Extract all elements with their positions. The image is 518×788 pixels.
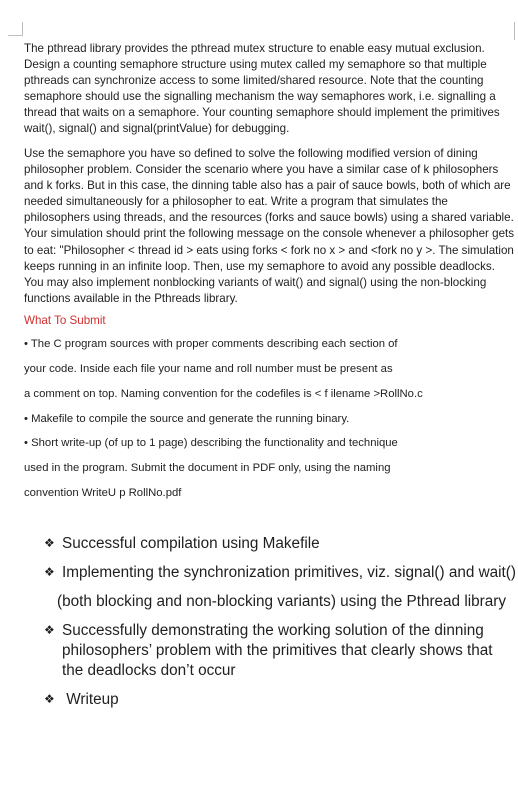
- submit-line: convention WriteU p RollNo.pdf: [24, 487, 182, 499]
- submit-heading: What To Submit: [24, 314, 106, 327]
- criteria-text: Successfully demonstrating the working solution of the dinning: [62, 622, 484, 639]
- criteria-text-continued: the deadlocks don’t occur: [62, 662, 236, 679]
- submit-line: a comment on top. Naming convention for the codefiles is < f ilename >RollNo.c: [24, 388, 423, 400]
- submit-line: • Makefile to compile the source and generate the running binary.: [24, 413, 350, 425]
- page-corner-mark: [8, 35, 22, 36]
- criteria-text: Successful compilation using Makefile: [62, 535, 320, 552]
- diamond-bullet-icon: ❖: [44, 692, 55, 706]
- criteria-item: [44, 535, 320, 553]
- criteria-item: [44, 564, 516, 582]
- diamond-bullet-icon: ❖: [44, 623, 55, 637]
- criteria-item: [44, 622, 484, 640]
- submit-line: your code. Inside each file your name and roll number must be present as: [24, 363, 393, 375]
- criteria-text: Writeup: [62, 691, 119, 708]
- problem-paragraph: Use the semaphore you have so defined to solve the following modified version of dining philosopher problem. Consider the scenario where you have a similar case of k philosophers and k forks. But in this case, the dinning table also has a pair of sauce bowls, both of which are needed simultaneously for a philosopher to eat. Write a program that simulates the philosophers using threads, and the resources (forks and sauce bowls) using a shared variable. Your simulation should print the following message on the console whenever a philosopher gets to eat: "Philosopher < thread id > eats using forks < fork no x > and <fork no y >. The simulation keeps running in an infinite loop. Then, use my semaphore to avoid any possible deadlocks. You may also implement nonblocking variants of wait() and signal() using the non-blocking functions available in the Pthreads library.: [24, 147, 515, 305]
- criteria-item: [44, 691, 119, 709]
- submit-line: • Short write-up (of up to 1 page) describing the functionality and technique: [24, 437, 398, 449]
- page-corner-mark: [22, 22, 23, 36]
- submit-line: used in the program. Submit the document in PDF only, using the naming: [24, 462, 391, 474]
- intro-paragraph: The pthread library provides the pthread mutex structure to enable easy mutual exclusion. Design a counting semaphore structure using mutex called my semaphore so that multiple pthreads can synchronize access to some limited/shared resource. Note that the counting semaphore should use the signalling mechanism the way semaphores work, i.e. signalling a thread that waits on a semaphore. Your counting semaphore should implement the primitives wait(), signal() and signal(printValue) for debugging.: [24, 42, 500, 136]
- criteria-text-continued: (both blocking and non-blocking variants) using the Pthread library: [57, 593, 506, 610]
- criteria-text: Implementing the synchronization primitives, viz. signal() and wait(): [62, 564, 516, 581]
- page-corner-mark: [514, 22, 515, 40]
- submit-line: • The C program sources with proper comments describing each section of: [24, 338, 398, 350]
- diamond-bullet-icon: ❖: [44, 536, 55, 550]
- diamond-bullet-icon: ❖: [44, 565, 55, 579]
- criteria-text-continued: philosophers’ problem with the primitives that clearly shows that: [62, 642, 493, 659]
